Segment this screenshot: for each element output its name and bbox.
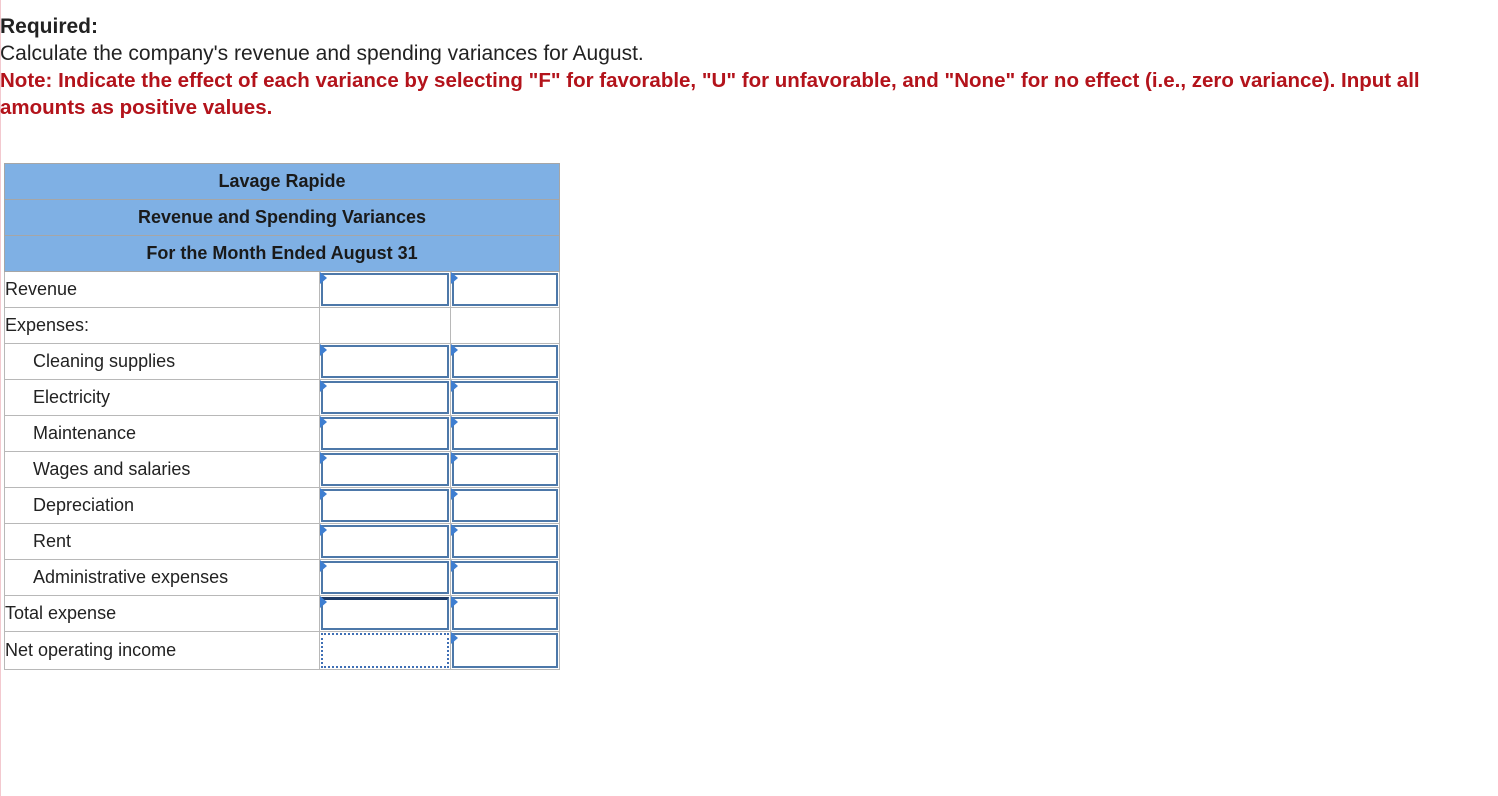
cell-marker-icon [320,272,327,284]
row-label-depreciation: Depreciation [5,488,320,524]
admin-effect-input[interactable] [452,561,558,594]
cell-marker-icon [320,452,327,464]
total-expense-effect-input[interactable] [452,597,558,630]
rent-effect-input[interactable] [452,525,558,558]
cell-marker-icon [320,380,327,392]
noi-effect-input[interactable] [452,633,558,668]
row-label-revenue: Revenue [5,272,320,308]
maintenance-effect-input[interactable] [452,417,558,450]
electricity-effect-input[interactable] [452,381,558,414]
cell-marker-icon [320,596,327,608]
depreciation-amount-cell [320,488,451,524]
table-row [5,416,560,452]
cell-marker-icon [451,488,458,500]
cleaning-amount-cell [320,344,451,380]
row-label-cleaning-supplies: Cleaning supplies [5,344,320,380]
maintenance-amount-input[interactable] [321,417,449,450]
admin-amount-input[interactable] [321,561,449,594]
rent-amount-input[interactable] [321,525,449,558]
cell-marker-icon [320,344,327,356]
cell-marker-icon [451,380,458,392]
instructions [0,14,1480,121]
depreciation-amount-input[interactable] [321,489,449,522]
table-row [5,308,560,344]
company-name: Lavage Rapide [5,164,560,200]
total-expense-effect-cell [451,596,560,632]
cleaning-effect-input[interactable] [452,345,558,378]
row-label-admin: Administrative expenses [5,560,320,596]
cell-marker-icon [451,272,458,284]
noi-effect-cell [451,632,560,670]
cell-marker-icon [451,344,458,356]
expenses-blank-cell [320,308,451,344]
wages-amount-input[interactable] [321,453,449,486]
depreciation-effect-cell [451,488,560,524]
noi-amount-cell [320,632,451,670]
admin-amount-cell [320,560,451,596]
row-label-wages: Wages and salaries [5,452,320,488]
row-label-expenses: Expenses: [5,308,320,344]
cell-marker-icon [320,488,327,500]
report-period: For the Month Ended August 31 [5,236,560,272]
maintenance-amount-cell [320,416,451,452]
table-row [5,452,560,488]
cell-marker-icon [320,524,327,536]
revenue-amount-input[interactable] [321,273,449,306]
revenue-effect-cell [451,272,560,308]
cell-marker-icon [451,560,458,572]
rent-effect-cell [451,524,560,560]
cell-marker-icon [451,452,458,464]
cell-marker-icon [320,416,327,428]
cell-marker-icon [320,560,327,572]
wages-effect-cell [451,452,560,488]
note-text: Note: Indicate the effect of each variance by selecting "F" for favorable, "U" for unfavorable, and "None" for no effect (i.e., zero variance). Input all amounts as positive values. [0,69,1420,119]
table-row [5,272,560,308]
table-row [5,560,560,596]
expenses-blank-cell [451,308,560,344]
total-expense-amount-cell [320,596,451,632]
wages-effect-input[interactable] [452,453,558,486]
table-row [5,596,560,632]
cleaning-amount-input[interactable] [321,345,449,378]
cell-marker-icon [451,632,458,644]
wages-amount-cell [320,452,451,488]
revenue-effect-input[interactable] [452,273,558,306]
electricity-amount-cell [320,380,451,416]
variance-table [4,163,560,670]
electricity-effect-cell [451,380,560,416]
cleaning-effect-cell [451,344,560,380]
revenue-amount-cell [320,272,451,308]
table-row [5,380,560,416]
table-row [5,344,560,380]
noi-amount-input[interactable] [321,633,449,668]
row-label-net-operating-income: Net operating income [5,632,320,670]
admin-effect-cell [451,560,560,596]
cell-marker-icon [451,416,458,428]
table-row [5,488,560,524]
rent-amount-cell [320,524,451,560]
table-row [5,632,560,670]
depreciation-effect-input[interactable] [452,489,558,522]
row-label-rent: Rent [5,524,320,560]
cell-marker-icon [451,596,458,608]
report-title: Revenue and Spending Variances [5,200,560,236]
row-label-total-expense: Total expense [5,596,320,632]
row-label-maintenance: Maintenance [5,416,320,452]
required-heading: Required: [0,15,99,38]
total-expense-amount-input[interactable] [321,597,449,630]
cell-marker-icon [451,524,458,536]
maintenance-effect-cell [451,416,560,452]
electricity-amount-input[interactable] [321,381,449,414]
table-row [5,524,560,560]
row-label-electricity: Electricity [5,380,320,416]
required-text: Calculate the company's revenue and spending variances for August. [0,42,644,65]
